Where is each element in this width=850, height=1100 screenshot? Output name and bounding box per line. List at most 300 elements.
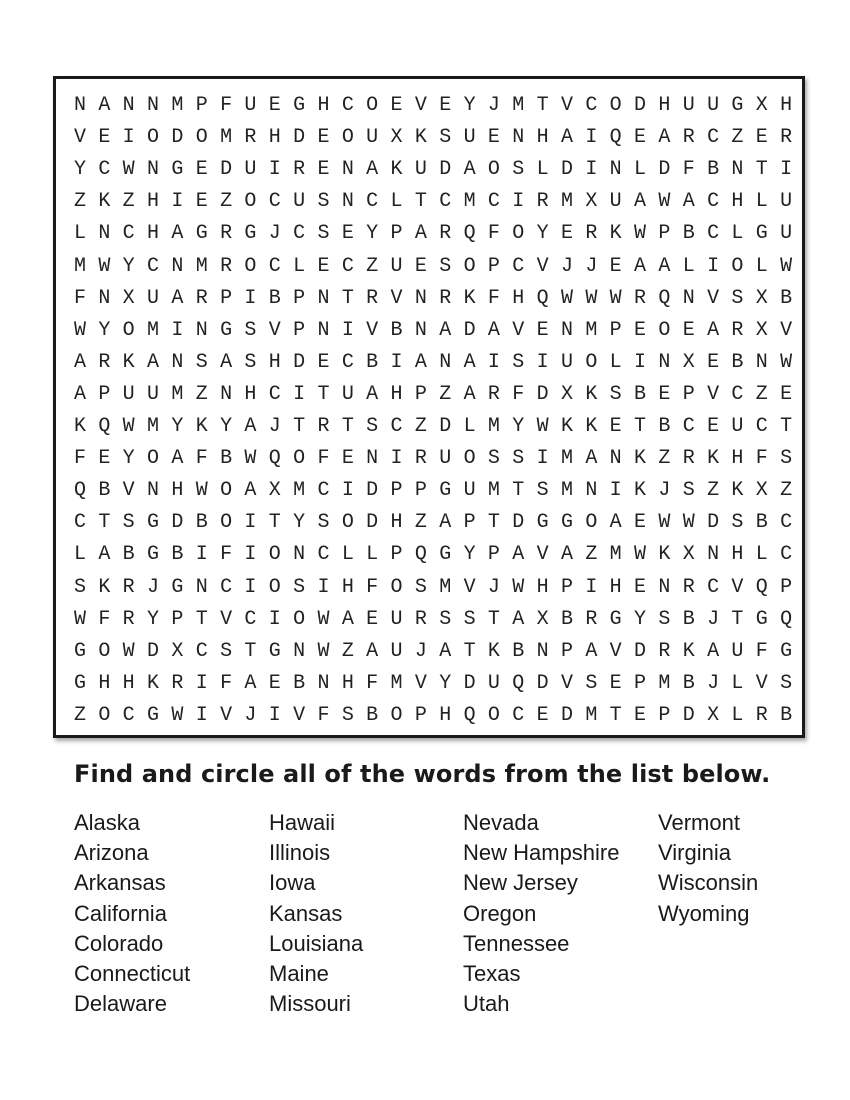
grid-letter[interactable]: E	[98, 126, 111, 150]
grid-letter[interactable]: T	[487, 607, 500, 631]
grid-letter[interactable]: P	[560, 575, 573, 599]
grid-letter[interactable]: M	[609, 543, 622, 567]
grid-letter[interactable]: S	[487, 447, 500, 471]
grid-letter[interactable]: M	[171, 382, 184, 406]
grid-letter[interactable]: E	[658, 382, 671, 406]
grid-letter[interactable]: X	[682, 543, 695, 567]
grid-letter[interactable]: S	[512, 350, 525, 374]
grid-letter[interactable]: X	[268, 479, 281, 503]
grid-letter[interactable]: V	[390, 286, 403, 310]
grid-letter[interactable]: A	[707, 639, 720, 663]
grid-letter[interactable]: A	[560, 543, 573, 567]
grid-letter[interactable]: E	[609, 671, 622, 695]
grid-letter[interactable]: A	[220, 350, 233, 374]
grid-letter[interactable]: S	[585, 671, 598, 695]
grid-letter[interactable]: W	[317, 607, 330, 631]
grid-letter[interactable]: N	[414, 318, 427, 342]
grid-letter[interactable]: C	[512, 703, 525, 727]
grid-letter[interactable]: S	[122, 511, 135, 535]
grid-letter[interactable]: K	[731, 479, 744, 503]
grid-letter[interactable]: Q	[98, 415, 111, 438]
grid-letter[interactable]: E	[755, 126, 768, 150]
grid-letter[interactable]: I	[195, 703, 208, 727]
grid-letter[interactable]: N	[585, 479, 598, 503]
grid-letter[interactable]: C	[341, 350, 354, 374]
grid-letter[interactable]: T	[414, 190, 427, 214]
grid-letter[interactable]: P	[220, 286, 233, 310]
grid-letter[interactable]: F	[98, 607, 111, 631]
grid-letter[interactable]: G	[171, 575, 184, 599]
grid-letter[interactable]: N	[122, 94, 135, 117]
grid-letter[interactable]: S	[463, 607, 476, 631]
grid-letter[interactable]: A	[341, 607, 354, 631]
grid-letter[interactable]: K	[560, 415, 573, 438]
grid-letter[interactable]: I	[780, 158, 793, 182]
grid-letter[interactable]: T	[195, 607, 208, 631]
grid-letter[interactable]: R	[536, 190, 549, 214]
grid-letter[interactable]: F	[73, 286, 86, 310]
grid-letter[interactable]: N	[98, 222, 111, 246]
grid-letter[interactable]: G	[73, 671, 86, 695]
grid-letter[interactable]: R	[585, 607, 598, 631]
grid-letter[interactable]: D	[439, 158, 452, 182]
grid-letter[interactable]: U	[487, 671, 500, 695]
grid-letter[interactable]: W	[122, 415, 135, 438]
grid-letter[interactable]: M	[463, 190, 476, 214]
grid-letter[interactable]: E	[341, 447, 354, 471]
grid-letter[interactable]: S	[731, 286, 744, 310]
grid-letter[interactable]: E	[707, 415, 720, 438]
grid-letter[interactable]: O	[390, 703, 403, 727]
grid-letter[interactable]: U	[780, 190, 793, 214]
grid-letter[interactable]: D	[366, 479, 379, 503]
grid-letter[interactable]: T	[780, 415, 793, 438]
grid-letter[interactable]: N	[366, 447, 379, 471]
grid-letter[interactable]: W	[658, 190, 671, 214]
grid-letter[interactable]: L	[731, 671, 744, 695]
grid-letter[interactable]: E	[439, 94, 452, 117]
grid-letter[interactable]: B	[195, 511, 208, 535]
grid-letter[interactable]: A	[658, 126, 671, 150]
grid-letter[interactable]: Y	[512, 415, 525, 438]
grid-letter[interactable]: F	[195, 447, 208, 471]
grid-letter[interactable]: Q	[780, 607, 793, 631]
grid-letter[interactable]: E	[341, 222, 354, 246]
grid-letter[interactable]: R	[439, 286, 452, 310]
grid-letter[interactable]: I	[707, 254, 720, 278]
grid-letter[interactable]: W	[73, 607, 86, 631]
grid-letter[interactable]: X	[536, 607, 549, 631]
grid-letter[interactable]: G	[755, 222, 768, 246]
grid-letter[interactable]: J	[585, 254, 598, 278]
grid-letter[interactable]: L	[366, 543, 379, 567]
grid-letter[interactable]: S	[220, 639, 233, 663]
grid-letter[interactable]: W	[634, 222, 647, 246]
grid-letter[interactable]: N	[293, 639, 306, 663]
grid-letter[interactable]: S	[512, 447, 525, 471]
grid-letter[interactable]: N	[609, 158, 622, 182]
grid-letter[interactable]: H	[341, 671, 354, 695]
grid-letter[interactable]: C	[682, 415, 695, 438]
grid-letter[interactable]: I	[268, 703, 281, 727]
grid-letter[interactable]: N	[414, 286, 427, 310]
grid-letter[interactable]: T	[512, 479, 525, 503]
grid-letter[interactable]: B	[755, 511, 768, 535]
grid-letter[interactable]: U	[439, 447, 452, 471]
grid-letter[interactable]: K	[463, 286, 476, 310]
grid-letter[interactable]: N	[341, 190, 354, 214]
grid-letter[interactable]: O	[195, 126, 208, 150]
grid-letter[interactable]: X	[755, 318, 768, 342]
grid-letter[interactable]: Q	[414, 543, 427, 567]
grid-letter[interactable]: E	[414, 254, 427, 278]
grid-letter[interactable]: V	[536, 254, 549, 278]
grid-letter[interactable]: A	[560, 126, 573, 150]
grid-letter[interactable]: U	[122, 382, 135, 406]
grid-letter[interactable]: G	[293, 94, 306, 117]
grid-letter[interactable]: V	[414, 94, 427, 117]
grid-letter[interactable]: K	[585, 415, 598, 438]
grid-letter[interactable]: F	[682, 158, 695, 182]
grid-letter[interactable]: R	[682, 575, 695, 599]
grid-letter[interactable]: R	[220, 254, 233, 278]
grid-letter[interactable]: K	[73, 415, 86, 438]
grid-letter[interactable]: D	[147, 639, 160, 663]
grid-letter[interactable]: A	[634, 254, 647, 278]
grid-letter[interactable]: A	[73, 350, 86, 374]
grid-letter[interactable]: Q	[512, 671, 525, 695]
grid-letter[interactable]: K	[195, 415, 208, 438]
grid-letter[interactable]: Z	[439, 382, 452, 406]
grid-letter[interactable]: J	[707, 607, 720, 631]
grid-letter[interactable]: C	[780, 511, 793, 535]
grid-letter[interactable]: T	[463, 639, 476, 663]
grid-letter[interactable]: U	[463, 126, 476, 150]
grid-letter[interactable]: M	[560, 479, 573, 503]
grid-letter[interactable]: F	[755, 447, 768, 471]
grid-letter[interactable]: U	[390, 254, 403, 278]
grid-letter[interactable]: S	[512, 158, 525, 182]
grid-letter[interactable]: G	[439, 543, 452, 567]
grid-letter[interactable]: W	[634, 543, 647, 567]
grid-letter[interactable]: P	[609, 318, 622, 342]
grid-letter[interactable]: O	[268, 543, 281, 567]
grid-letter[interactable]: N	[439, 350, 452, 374]
grid-letter[interactable]: E	[707, 350, 720, 374]
grid-letter[interactable]: N	[317, 286, 330, 310]
grid-letter[interactable]: E	[366, 607, 379, 631]
grid-letter[interactable]: G	[439, 479, 452, 503]
grid-letter[interactable]: G	[244, 222, 257, 246]
grid-letter[interactable]: B	[560, 607, 573, 631]
grid-letter[interactable]: Y	[220, 415, 233, 438]
grid-letter[interactable]: I	[268, 607, 281, 631]
grid-letter[interactable]: I	[317, 575, 330, 599]
grid-letter[interactable]: X	[755, 286, 768, 310]
grid-letter[interactable]: U	[707, 94, 720, 117]
grid-letter[interactable]: E	[634, 318, 647, 342]
grid-letter[interactable]: P	[390, 222, 403, 246]
grid-letter[interactable]: D	[439, 415, 452, 438]
grid-letter[interactable]: F	[755, 639, 768, 663]
grid-letter[interactable]: H	[731, 447, 744, 471]
grid-letter[interactable]: J	[244, 703, 257, 727]
grid-letter[interactable]: C	[487, 190, 500, 214]
grid-letter[interactable]: I	[536, 447, 549, 471]
grid-letter[interactable]: R	[634, 286, 647, 310]
grid-letter[interactable]: N	[73, 94, 86, 117]
grid-letter[interactable]: P	[634, 671, 647, 695]
grid-letter[interactable]: H	[731, 190, 744, 214]
grid-letter[interactable]: C	[244, 607, 257, 631]
grid-letter[interactable]: Q	[463, 703, 476, 727]
grid-letter[interactable]: S	[439, 254, 452, 278]
grid-letter[interactable]: W	[317, 639, 330, 663]
grid-letter[interactable]: Z	[73, 190, 86, 214]
grid-letter[interactable]: K	[634, 479, 647, 503]
grid-letter[interactable]: O	[390, 575, 403, 599]
grid-letter[interactable]: O	[293, 447, 306, 471]
grid-letter[interactable]: Y	[122, 447, 135, 471]
grid-letter[interactable]: U	[780, 222, 793, 246]
grid-letter[interactable]: V	[609, 639, 622, 663]
grid-letter[interactable]: X	[755, 479, 768, 503]
grid-letter[interactable]: T	[341, 415, 354, 438]
grid-letter[interactable]: A	[171, 447, 184, 471]
grid-letter[interactable]: O	[244, 190, 257, 214]
grid-letter[interactable]: O	[147, 126, 160, 150]
grid-letter[interactable]: N	[293, 543, 306, 567]
grid-letter[interactable]: I	[244, 286, 257, 310]
grid-letter[interactable]: I	[536, 350, 549, 374]
grid-letter[interactable]: L	[73, 222, 86, 246]
grid-letter[interactable]: C	[755, 415, 768, 438]
grid-letter[interactable]: F	[73, 447, 86, 471]
grid-letter[interactable]: F	[220, 671, 233, 695]
grid-letter[interactable]: S	[780, 671, 793, 695]
grid-letter[interactable]: C	[73, 511, 86, 535]
grid-letter[interactable]: V	[293, 703, 306, 727]
grid-letter[interactable]: A	[366, 639, 379, 663]
grid-letter[interactable]: F	[366, 575, 379, 599]
grid-letter[interactable]: A	[439, 511, 452, 535]
grid-letter[interactable]: V	[731, 575, 744, 599]
grid-letter[interactable]: A	[414, 222, 427, 246]
grid-letter[interactable]: A	[171, 286, 184, 310]
grid-letter[interactable]: H	[439, 703, 452, 727]
grid-letter[interactable]: U	[244, 94, 257, 117]
grid-letter[interactable]: M	[585, 318, 598, 342]
grid-letter[interactable]: Y	[171, 415, 184, 438]
grid-letter[interactable]: V	[220, 607, 233, 631]
grid-letter[interactable]: U	[609, 190, 622, 214]
grid-letter[interactable]: T	[609, 703, 622, 727]
grid-letter[interactable]: V	[707, 286, 720, 310]
grid-letter[interactable]: H	[317, 94, 330, 117]
grid-letter[interactable]: A	[439, 318, 452, 342]
grid-letter[interactable]: N	[609, 447, 622, 471]
grid-letter[interactable]: M	[171, 94, 184, 117]
grid-letter[interactable]: B	[731, 350, 744, 374]
grid-letter[interactable]: A	[707, 318, 720, 342]
grid-letter[interactable]: F	[220, 543, 233, 567]
grid-letter[interactable]: T	[634, 415, 647, 438]
grid-letter[interactable]: H	[122, 671, 135, 695]
grid-letter[interactable]: G	[755, 607, 768, 631]
grid-letter[interactable]: F	[317, 447, 330, 471]
grid-letter[interactable]: Z	[73, 703, 86, 727]
grid-letter[interactable]: O	[98, 639, 111, 663]
grid-letter[interactable]: I	[195, 671, 208, 695]
grid-letter[interactable]: K	[98, 190, 111, 214]
grid-letter[interactable]: J	[560, 254, 573, 278]
grid-letter[interactable]: O	[147, 447, 160, 471]
grid-letter[interactable]: H	[98, 671, 111, 695]
grid-letter[interactable]: R	[195, 286, 208, 310]
grid-letter[interactable]: K	[707, 447, 720, 471]
grid-letter[interactable]: A	[682, 190, 695, 214]
grid-letter[interactable]: L	[755, 254, 768, 278]
grid-letter[interactable]: H	[268, 126, 281, 150]
grid-letter[interactable]: K	[414, 126, 427, 150]
grid-letter[interactable]: K	[585, 382, 598, 406]
grid-letter[interactable]: H	[780, 94, 793, 117]
grid-letter[interactable]: S	[682, 479, 695, 503]
grid-letter[interactable]: T	[268, 511, 281, 535]
grid-letter[interactable]: H	[268, 350, 281, 374]
grid-letter[interactable]: R	[585, 222, 598, 246]
grid-letter[interactable]: W	[195, 479, 208, 503]
grid-letter[interactable]: S	[609, 382, 622, 406]
grid-letter[interactable]: I	[293, 382, 306, 406]
grid-letter[interactable]: X	[707, 703, 720, 727]
grid-letter[interactable]: B	[220, 447, 233, 471]
grid-letter[interactable]: N	[171, 350, 184, 374]
grid-letter[interactable]: A	[463, 158, 476, 182]
grid-letter[interactable]: Q	[73, 479, 86, 503]
grid-letter[interactable]: G	[609, 607, 622, 631]
grid-letter[interactable]: C	[268, 190, 281, 214]
grid-letter[interactable]: C	[707, 126, 720, 150]
grid-letter[interactable]: P	[390, 543, 403, 567]
grid-letter[interactable]: O	[658, 318, 671, 342]
grid-letter[interactable]: I	[341, 479, 354, 503]
grid-letter[interactable]: W	[122, 158, 135, 182]
grid-letter[interactable]: C	[293, 222, 306, 246]
grid-letter[interactable]: E	[536, 318, 549, 342]
grid-letter[interactable]: A	[463, 350, 476, 374]
grid-letter[interactable]: P	[780, 575, 793, 599]
grid-letter[interactable]: S	[317, 190, 330, 214]
grid-letter[interactable]: A	[366, 158, 379, 182]
grid-letter[interactable]: A	[244, 479, 257, 503]
grid-letter[interactable]: Y	[73, 158, 86, 182]
grid-letter[interactable]: S	[366, 415, 379, 438]
grid-letter[interactable]: L	[634, 158, 647, 182]
grid-letter[interactable]: F	[317, 703, 330, 727]
grid-letter[interactable]: K	[147, 671, 160, 695]
grid-letter[interactable]: O	[341, 511, 354, 535]
grid-letter[interactable]: U	[147, 286, 160, 310]
grid-letter[interactable]: V	[560, 94, 573, 117]
grid-letter[interactable]: C	[317, 543, 330, 567]
grid-letter[interactable]: L	[682, 254, 695, 278]
grid-letter[interactable]: A	[512, 607, 525, 631]
grid-letter[interactable]: A	[609, 511, 622, 535]
grid-letter[interactable]: A	[98, 94, 111, 117]
grid-letter[interactable]: W	[780, 254, 793, 278]
grid-letter[interactable]: N	[682, 286, 695, 310]
grid-letter[interactable]: M	[195, 254, 208, 278]
grid-letter[interactable]: I	[609, 479, 622, 503]
grid-letter[interactable]: I	[390, 350, 403, 374]
grid-letter[interactable]: R	[244, 126, 257, 150]
grid-letter[interactable]: K	[682, 639, 695, 663]
grid-letter[interactable]: W	[244, 447, 257, 471]
grid-letter[interactable]: D	[682, 703, 695, 727]
grid-letter[interactable]: P	[560, 639, 573, 663]
grid-letter[interactable]: I	[341, 318, 354, 342]
grid-letter[interactable]: P	[293, 286, 306, 310]
grid-letter[interactable]: E	[634, 126, 647, 150]
grid-letter[interactable]: T	[755, 158, 768, 182]
grid-letter[interactable]: G	[73, 639, 86, 663]
grid-letter[interactable]: O	[487, 158, 500, 182]
grid-letter[interactable]: O	[98, 703, 111, 727]
grid-letter[interactable]: W	[98, 254, 111, 278]
grid-letter[interactable]: S	[536, 479, 549, 503]
grid-letter[interactable]: O	[463, 254, 476, 278]
grid-letter[interactable]: R	[122, 575, 135, 599]
grid-letter[interactable]: B	[122, 543, 135, 567]
grid-letter[interactable]: A	[585, 639, 598, 663]
grid-letter[interactable]: D	[634, 639, 647, 663]
grid-letter[interactable]: J	[268, 415, 281, 438]
grid-letter[interactable]: M	[512, 94, 525, 117]
grid-letter[interactable]: Z	[731, 126, 744, 150]
grid-letter[interactable]: Y	[147, 607, 160, 631]
grid-letter[interactable]: I	[171, 318, 184, 342]
grid-letter[interactable]: Y	[293, 511, 306, 535]
grid-letter[interactable]: U	[293, 190, 306, 214]
grid-letter[interactable]: Y	[463, 543, 476, 567]
grid-letter[interactable]: V	[536, 543, 549, 567]
grid-letter[interactable]: M	[293, 479, 306, 503]
grid-letter[interactable]: A	[439, 639, 452, 663]
grid-letter[interactable]: O	[268, 575, 281, 599]
grid-letter[interactable]: I	[195, 543, 208, 567]
grid-letter[interactable]: A	[171, 222, 184, 246]
grid-letter[interactable]: D	[707, 511, 720, 535]
grid-letter[interactable]: C	[439, 190, 452, 214]
grid-letter[interactable]: N	[536, 639, 549, 663]
grid-letter[interactable]: P	[414, 703, 427, 727]
grid-letter[interactable]: H	[147, 222, 160, 246]
grid-letter[interactable]: H	[147, 190, 160, 214]
grid-letter[interactable]: O	[731, 254, 744, 278]
grid-letter[interactable]: I	[634, 350, 647, 374]
grid-letter[interactable]: D	[171, 511, 184, 535]
grid-letter[interactable]: G	[195, 222, 208, 246]
grid-letter[interactable]: O	[366, 94, 379, 117]
grid-letter[interactable]: Z	[585, 543, 598, 567]
grid-letter[interactable]: S	[244, 350, 257, 374]
grid-letter[interactable]: X	[122, 286, 135, 310]
grid-letter[interactable]: Q	[268, 447, 281, 471]
grid-letter[interactable]: S	[195, 350, 208, 374]
grid-letter[interactable]: R	[317, 415, 330, 438]
grid-letter[interactable]: E	[780, 382, 793, 406]
